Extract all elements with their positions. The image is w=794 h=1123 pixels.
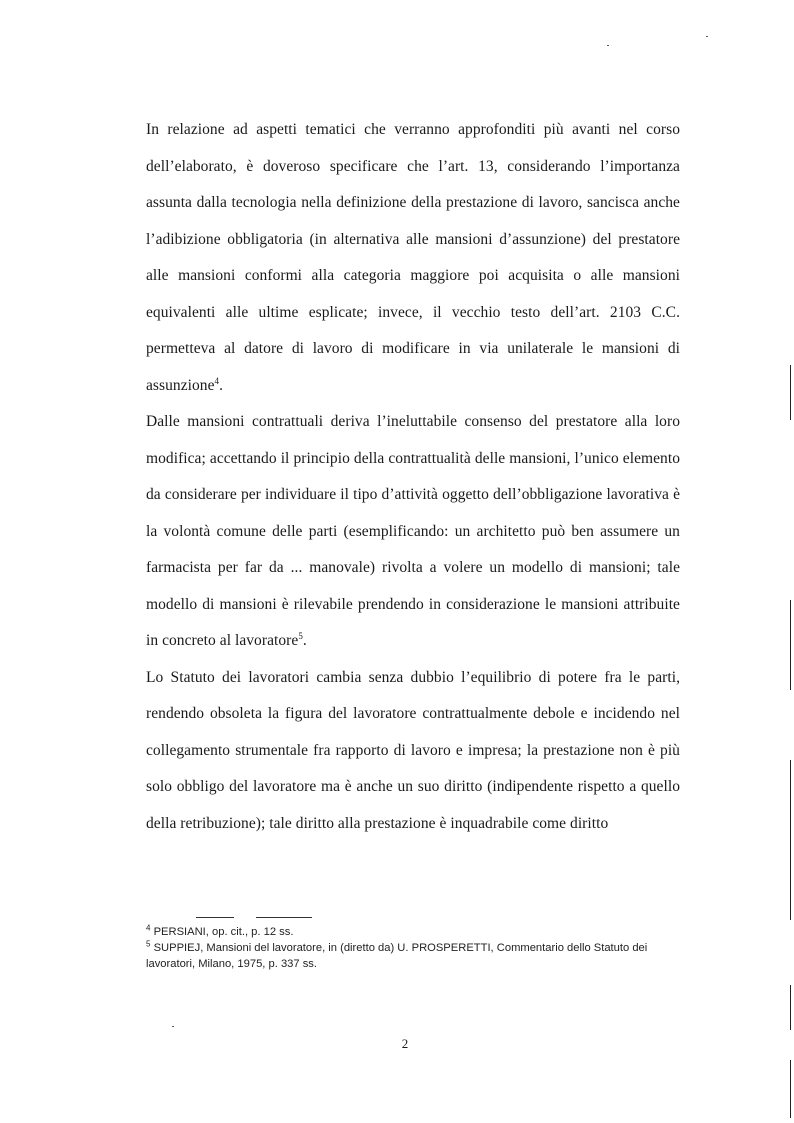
- scan-speck: [706, 36, 708, 37]
- scan-edge-mark: [790, 985, 791, 1030]
- paragraph-1-text: In relazione ad aspetti tematici che verranno approfonditi più avanti nel corso dell’elaborato, è doveroso specificare che l’art. 13, considerando l’importanza assunta dalla tecnologia nella definizione della prestazione di lavoro, sancisca anche l’adibizione obbligatoria (in alternativa alle mansioni d’assunzione) del prestatore alle mansioni conformi alla categoria maggiore poi acquisita o alle mansioni equivalenti alle ultime esplicate; invece, il vecchio testo dell’art. 2103 C.C. permetteva al datore di lavoro di modificare in via unilaterale le mansioni di assunzione: [146, 121, 680, 394]
- paragraph-1-tail: .: [219, 376, 224, 394]
- footnote-5: [146, 940, 678, 972]
- footnote-ref-5: 5: [298, 630, 303, 641]
- paragraph-3: [146, 660, 680, 843]
- page-number: 2: [401, 1036, 409, 1051]
- paragraph-1: [146, 112, 680, 404]
- footnote-4: [146, 924, 678, 940]
- footnote-4-text: PERSIANI, op. cit., p. 12 ss.: [153, 926, 294, 938]
- scan-edge-mark: [790, 760, 791, 920]
- footnote-ref-4: 4: [214, 375, 220, 386]
- paragraph-2-tail: .: [302, 632, 307, 649]
- footnote-separator-left: [196, 917, 234, 918]
- footnote-5-number: 5: [146, 939, 151, 949]
- scan-edge-mark: [790, 365, 791, 420]
- paragraph-2-text: Dalle mansioni contrattuali deriva l’ineluttabile consenso del prestatore alla loro modifica; accettando il principio della contrattualità delle mansioni, l’unico elemento da considerare per individuare il tipo d’attività oggetto dell’obbligazione lavorativa è la volontà comune delle parti (esemplificando: un architetto può ben assumere un farmacista per far da ... manovale) rivolta a volere un modello di mansioni; tale modello di mansioni è rilevabile prendendo in considerazione le mansioni attribuite in concreto al lavoratore: [146, 413, 680, 649]
- scan-speck: [172, 1026, 174, 1027]
- footnote-separator-right: [256, 917, 312, 918]
- paragraph-2: [146, 404, 680, 660]
- footnote-5-text: SUPPIEJ, Mansioni del lavoratore, in (diretto da) U. PROSPERETTI, Commentario dello Statuto dei lavoratori, Milano, 1975, p. 337 ss.: [146, 942, 648, 970]
- body-text: [146, 112, 680, 842]
- footnotes: [146, 924, 678, 972]
- scan-edge-mark: [790, 600, 791, 690]
- scan-edge-mark: [790, 1060, 791, 1118]
- footnote-4-number: 4: [146, 923, 151, 933]
- paragraph-3-text: Lo Statuto dei lavoratori cambia senza dubbio l’equilibrio di potere fra le parti, rendendo obsoleta la figura del lavoratore contrattualmente debole e incidendo nel collegamento strumentale fra rapporto di lavoro e impresa; la prestazione non è più solo obbligo del lavoratore ma è anche un suo diritto (indipendente rispetto a quello della retribuzione); tale diritto alla prestazione è inquadrabile come diritto: [146, 668, 680, 832]
- scan-speck: [607, 45, 609, 46]
